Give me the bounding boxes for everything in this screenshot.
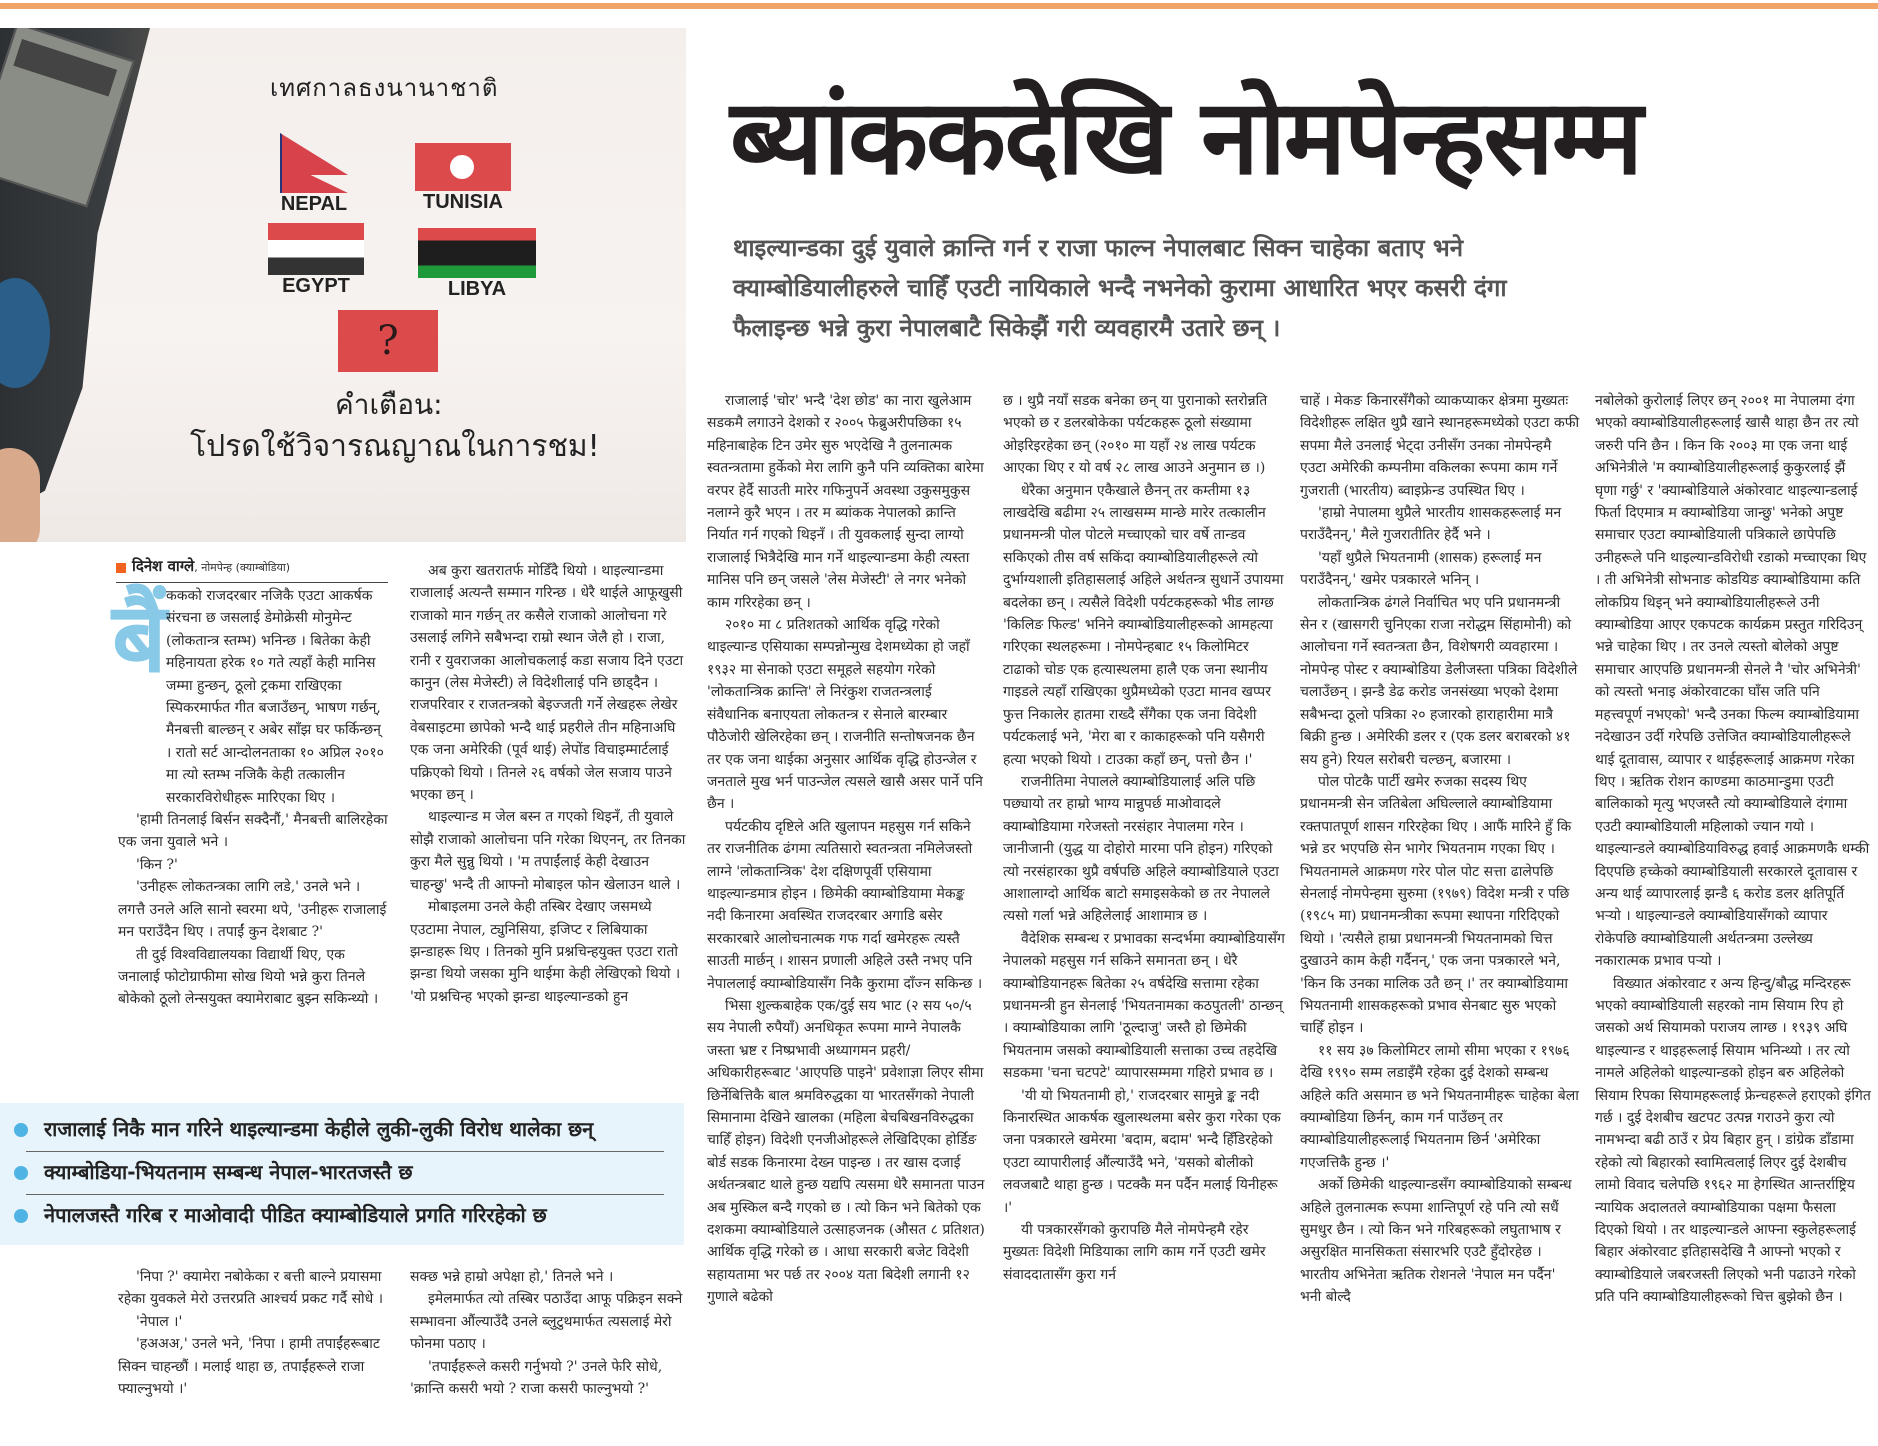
- paragraph: राजनीतिमा नेपालले क्याम्बोडियालाई अलि पछि पछ्यायो तर हाम्रो भाग्य मान्नुपर्छ माओवादले क्याम्बोडियामा गरेजस्तो नरसंहार नेपालमा गरेन । जानीजानी (युद्ध या दोहोरो मारमा पनि होइन) गरिएको त्यो नरसंहारका थुप्रै वर्षपछि अहिले क्याम्बोडियाले एउटा आशालाग्दो आर्थिक बाटो समाइसकेको छ तर नेपालले त्यसो गर्ला भन्ने अहिलेलाई आशामात्र छ ।: [1003, 773, 1279, 925]
- flag-label: NEPAL: [280, 193, 348, 215]
- column-1: [118, 585, 390, 1011]
- flag-unknown: [338, 310, 438, 372]
- paragraph: 'यहाँ थुप्रैले भियतनामी (शासक) हरूलाई मन पराउँदैनन्,' खमेर पत्रकारले भनिन् ।: [1300, 549, 1542, 589]
- question-mark: ?: [338, 310, 438, 372]
- paragraph: सक्छ भन्ने हाम्रो अपेक्षा हो,' तिनले भने ।: [410, 1269, 614, 1285]
- paragraph: २०१० मा ८ प्रतिशतको आर्थिक वृद्धि गरेको थाइल्यान्ड एसियाका सम्पन्नोन्मुख देशमध्येका हो जहाँ १९३२ मा सेनाको एउटा समूहले सहयोग गरेको 'लोकतान्त्रिक क्रान्ति' ले निरंकुश राजतन्त्रलाई संवैधानिक बनाएयता लोकतन्त्र र सेनाले बारम्बार पौठेजोरी खेलिरहेका छन् । राजनीति सन्तोषजनक छैन तर एक जना थाईका अनुसार आर्थिक वृद्धि होउन्जेल र जनताले मुख भर्न पाउन्जेल त्यसले खासै असर पार्ने पनि छैन ।: [707, 617, 983, 813]
- bullet-icon: [14, 1166, 28, 1180]
- paragraph: पर्यटकीय दृष्टिले अति खुलापन महसुस गर्न सकिने तर राजनीतिक ढंगमा त्यतिसारो स्वतन्त्रता नमिलेजस्तो लाग्ने 'लोकतान्त्रिक' देश दक्षिणपूर्वी एसियामा थाइल्यान्डमात्र होइन । छिमेकी क्याम्बोडियामा मेकङ्क नदी किनारमा अवस्थित राजदरबार अगाडि बसेर सरकारबारे आलोचनात्मक गफ गर्दा खमेरहरू त्यस्तै साउती मार्छन् । शासन प्रणाली अहिले उस्तै नभए पनि नेपाललाई क्याम्बोडियासँग निकै कुरामा दाँज्न सकिन्छ ।: [707, 818, 983, 992]
- top-accent-rule: [0, 3, 1878, 9]
- paragraph: ११ सय ३७ किलोमिटर लामो सीमा भएका र १९७६ देखि १९९० सम्म लडाइँमै रहेका दुई देशको सम्बन्ध अहिले कति असमान छ भने भियतनामीहरू चाहेका बेला क्याम्बोडिया छिर्नन्, काम गर्न पाउँछन् तर क्याम्बोडियालीहरूलाई भियतनाम छिर्न 'अमेरिका गएजत्तिकै हुन्छ ।': [1300, 1042, 1579, 1171]
- paragraph: 'हअअअ,' उनले भने, 'निपा । हामी तपाईंहरूबाट सिक्न चाहन्छौं । मलाई थाहा छ, तपाईंहरूले राजा फ्याल्नुभयो ।': [118, 1336, 380, 1398]
- paragraph: 'हामी तिनलाई बिर्सन सक्दैनौं,' मैनबत्ती बालिरहेका एक जना युवाले भने ।: [118, 812, 388, 851]
- column-6: [1595, 390, 1871, 1309]
- highlight-item: [26, 1194, 664, 1237]
- paragraph: नबोलेको कुरोलाई लिएर छन् २००१ मा नेपालमा दंगा भएको क्याम्बोडियालीहरूलाई खासै थाहा छैन तर त्यो जरुरी पनि छैन । किन कि २००३ मा एक जना थाई अभिनेत्रीले 'म क्याम्बोडियालीहरूलाई कुकुरलाई झैं घृणा गर्छु' र 'क्याम्बोडियाले अंकोरवाट थाइल्यान्डलाई फिर्ता दिएमात्र म क्याम्बोडिया जान्छु' भनेको अपुष्ट समाचार एउटा क्याम्बोडियाली पत्रिकाले छापेपछि उनीहरूले पनि थाइल्यान्डविरोधी रडाको मच्चाएका थिए । ती अभिनेत्री सोभनाङ कोडयिङ क्याम्बोडियामा कति लोकप्रिय थिइन् भने क्याम्बोडियालीहरूले उनी क्याम्बोडिया आएर एकपटक कार्यक्रम प्रस्तुत गरिदिउन् भन्ने चाहेका थिए । तर उनले त्यस्तो बोलेको अपुष्ट समाचार आएपछि प्रधानमन्त्री सेनले नै 'चोर अभिनेत्री' को त्यस्तो भनाइ अंकोरवाटका घाँस जति पनि महत्त्वपूर्ण नभएको' भन्दै उनका फिल्म क्याम्बोडियामा नदेखाउन उर्दी गरेपछि उत्तेजित क्याम्बोडियालीहरूले थाई दूतावास, व्यापार र थाईहरूलाई आक्रमण गरेका थिए । ऋतिक रोशन काण्डमा काठमान्डुमा एउटी बालिकाको मृत्यु भएजस्तै त्यो क्याम्बोडियाले दंगामा एउटी क्याम्बोडियाली महिलाको ज्यान गयो । थाइल्यान्डले क्याम्बोडियाविरुद्ध हवाई आक्रमणकै धम्की दिएपछि हच्केको क्याम्बोडियाली सरकारले दूतावास र अन्य थाई व्यापारलाई झन्डै ६ करोड डलर क्षतिपूर्ति भऱ्यो । थाइल्यान्डले क्याम्बोडियासँगको व्यापार रोकेपछि क्याम्बोडियाली अर्थतन्त्रमा उल्लेख्य नकारात्मक प्रभाव पऱ्यो ।: [1595, 393, 1870, 970]
- paragraph: चाहें । मेकङ किनारसँगैको व्याकप्याकर क्षेत्रमा मुख्यतः विदेशीहरू लक्षित थुप्रै खाने स्थानहरूमध्येको एउटा कफी सपमा मैले उनलाई भेट्दा उनीसँग उनका नोमपेन्हमै एउटा अमेरिकी कम्पनीमा वकिलका रूपमा काम गर्ने गुजराती (भारतीय) ब्वाइफ्रेन्ड उपस्थित थिए ।: [1300, 393, 1580, 499]
- paragraph: 'निपा ?' क्यामेरा नबोकेका र बत्ती बाल्ने प्रयासमा रहेका युवकले मेरो उत्तरप्रति आश्चर्य प्रकट गर्दै सोधे ।: [118, 1269, 384, 1308]
- shirt-warning-text: โปรดใช้วิจารณญาณในการชม!: [190, 429, 600, 464]
- byline: [116, 556, 388, 583]
- paragraph: 'नेपाल ।': [136, 1313, 183, 1330]
- paragraph: विख्यात अंकोरवाट र अन्य हिन्दु/बौद्ध मन्दिरहरू भएको क्याम्बोडियाली सहरको नाम सियाम रिप हो जसको अर्थ सियामको पराजय लाग्छ । १९३९ अघि थाइल्यान्ड र थाइहरूलाई सियाम भनिन्थ्यो । तर त्यो नामले अहिलेको थाइल्यान्डको होइन बरु अहिलेको सियाम रिपका सियामहरूलाई फ्रेन्चहरूले हराएको इंगित गर्छ । दुई देशबीच खटपट उत्पन्न गराउने कुरा त्यो नामभन्दा बढी ठाउँ र प्रेय बिहार हुन् । डांग्रेक डाँडामा रहेको त्यो बिहारको स्वामित्वलाई लिएर दुई देशबीच लामो विवाद चलेपछि १९६२ मा हेगस्थित आन्तर्राष्ट्रिय न्यायिक अदालतले क्याम्बोडियाका पक्षमा फैसला दिएको थियो । तर थाइल्यान्डले आफ्ना स्कुलेहरूलाई बिहार अंकोरवाट इतिहासदेखि नै आफ्नो भएको र क्याम्बोडियाले जबरजस्ती लिएको भनी पढाउने गरेको प्रति पनि क्याम्बोडियालीहरूको चित्त बुझेको छैन ।: [1595, 975, 1871, 1306]
- deck-summary: थाइल्यान्डका दुई युवाले क्रान्ति गर्न र राजा फाल्न नेपालबाट सिक्न चाहेका बताए भने क्याम्बोडियालीहरुले चाहिँ एउटी नायिकाले भन्दै नभनेको कुरामा आधारित भएर कसरी दंगा फैलाइन्छ भन्ने कुरा नेपालबाटै सिकेझैं गरी व्यवहारमै उतारे छन् ।: [733, 234, 1507, 342]
- paragraph: 'उनीहरू लोकतन्त्रका लागि लडे,' उनले भने । लगत्तै उनले अलि सानो स्वरमा थपे, 'उनीहरू राजालाई मन पराउँदैन थिए । तपाईं कुन देशबाट ?': [118, 879, 387, 941]
- bullet-icon: [14, 1209, 28, 1223]
- column-4: [1003, 390, 1285, 1286]
- byline-square-icon: [116, 563, 126, 573]
- flag-label: TUNISIA: [423, 191, 503, 213]
- article-photo: [0, 28, 686, 542]
- flag-tunisia: [415, 143, 511, 214]
- author-name: दिनेश वाग्ले: [132, 557, 195, 575]
- paragraph: भिसा शुल्कबाहेक एक/दुई सय भाट (२ सय ५०/५ सय नेपाली रुपैयाँ) अनधिकृत रूपमा माग्ने नेपालकै जस्ता भ्रष्ट र निष्प्रभावी अध्यागमन प्रहरी/अधिकारीहरूबाट 'आएपछि पाइने' प्रवेशाज्ञा लिएर सीमा छिर्नेबित्तिकै बाल श्रमविरुद्धका या भारतसँगको नेपाली सिमानामा देखिने खालका (महिला बेचबिखनविरुद्धका चाहिँ होइन) विदेशी एनजीओहरूले लेखिदिएका होर्डिङ बोर्ड सडक किनारमा देख्न पाइन्छ । तर खास दजाई अर्थतन्त्रबाट थाले हुन्छ यद्यपि त्यसमा धेरै समानता पाउन अब मुस्किल बन्दै गएको छ । त्यो किन भने बितेको एक दशकमा क्याम्बोडियाले उत्साहजनक (औसत ८ प्रतिशत) आर्थिक वृद्धि गरेको छ । आधा सरकारी बजेट विदेशी सहायतामा भर पर्छ तर २००४ यता बिदेशी लगानी १२ गुणाले बढेको: [707, 997, 985, 1306]
- column-3: [707, 390, 985, 1309]
- thumb-image: [0, 448, 40, 542]
- flag-nepal: [280, 133, 348, 216]
- highlight-text: राजालाई निकै मान गरिने थाइल्यान्डमा केहीले लुकी-लुकी विरोध थालेका छन्: [44, 1117, 594, 1141]
- paragraph: 'हाम्रो नेपालमा थुप्रैले भारतीय शासकहरूलाई मन पराउँदैनन्,' मैले गुजरातीतिर हेर्दै भने ।: [1300, 505, 1562, 544]
- flag-egypt: [268, 223, 364, 298]
- highlight-text: नेपालजस्तै गरिब र माओवादी पीडित क्याम्बोडियाले प्रगति गरिरहेको छ: [44, 1203, 547, 1227]
- highlight-item: [0, 1109, 664, 1151]
- paragraph: राजालाई 'चोर' भन्दै 'देश छोड' का नारा खुलेआम सडकमै लगाउने देशको र २००५ फेब्रुअरीपछिका १५ महिनाबाहेक टिन उमेर सुरु भएदेखि नै तुलनात्मक स्वतन्त्रतामा हुर्केको मेरा लागि कुनै पनि व्यक्तिका बारेमा वरपर हेर्दै साउती मारेर गफिनुपर्ने अवस्था उकुसमुकुस नलाग्ने कुरै भएन । तर म ब्यांकक नेपालको क्रान्ति निर्यात गर्न गएको थिइनँ । ती युवकलाई सुन्दा लाग्यो राजालाई भित्रैदेखि मान गर्ने थाइल्यान्डमा केही त्यस्ता मानिस पनि छन् जसले 'लेस मेजेस्टी' ले नगर भनेको काम गरिरहेका छन् ।: [707, 393, 984, 611]
- flag-label: LIBYA: [447, 278, 507, 300]
- paragraph: 'तपाईंहरूले कसरी गर्नुभयो ?' उनले फेरि सोधे, 'क्रान्ति कसरी भयो ? राजा कसरी फाल्नुभयो ?': [410, 1358, 663, 1398]
- highlights-box: [0, 1103, 684, 1245]
- paragraph: थाइल्यान्ड म जेल बस्न त गएको थिइनँ, ती युवाले सोझै राजाको आलोचना पनि गरेका थिएनन्, तर तिनका कुरा मैले सुन्नु थियो । 'म तपाईंलाई केही देखाउन चाहन्छु' भन्दै ती आफ्नो मोबाइल फोन खेलाउन थाले ।: [410, 809, 686, 893]
- paragraph: अर्को छिमेकी थाइल्यान्डसँग क्याम्बोडियाको सम्बन्ध अहिले तुलनात्मक रूपमा शान्तिपूर्ण रहे पनि त्यो सधैं सुमधुर छैन । त्यो किन भने गरिबहरूको लघुताभाष र असुरक्षित मानसिकता संसारभरि एउटै हुँदोरहेछ । भारतीय अभिनेता ऋतिक रोशनले 'नेपाल मन पर्दैन' भनी बोल्दै: [1300, 1177, 1572, 1306]
- paragraph: पोल पोटकै पार्टी खमेर रुजका सदस्य थिए प्रधानमन्त्री सेन जतिबेला अघिल्लाले क्याम्बोडियामा रक्तपातपूर्ण शासन गरिरहेका थिए । आफैं मारिने हुँ कि भन्ने डर भएपछि सेन भागेर भियतनाम गएका थिए । भियतनामले आक्रमण गरेर पोल पोट सत्ता ढालेपछि सेनलाई नोमपेन्हमा सुरुमा (१९७९) विदेश मन्त्री र पछि (१९८५ मा) प्रधानमन्त्रीका रूपमा स्थापना गरिदिएको थियो । 'त्यसैले हाम्रा प्रधानमन्त्री भियतनामको चित्त दुखाउने काम केही गर्दैनन्,' एक जना पत्रकारले भने, 'किन कि उनका मालिक उतै छन् ।' तर क्याम्बोडियामा भियतनामी शासकहरूको प्रभाव सेनबाट सुरु भएको चाहिँ होइन ।: [1300, 773, 1572, 1037]
- highlight-text: क्याम्बोडिया-भियतनाम सम्बन्ध नेपाल-भारतजस्तै छ: [44, 1160, 413, 1184]
- shirt-title: เทศกาลธงนานาชาติ: [270, 74, 499, 102]
- paragraph: छ । थुप्रै नयाँ सडक बनेका छन् या पुरानाको स्तरोन्नति भएको छ र डलरबोकेका पर्यटकहरू ठूलो संख्यामा ओइरिइरहेका छन् (२०१० मा यहाँ २४ लाख पर्यटक आएका थिए र यो वर्ष २८ लाख आउने अनुमान छ ।): [1003, 393, 1268, 477]
- flag-label: EGYPT: [282, 275, 350, 297]
- paragraph: वैदेशिक सम्बन्ध र प्रभावका सन्दर्भमा क्याम्बोडियासँग नेपालको महसुस गर्न सकिने समानता छन् । धेरै क्याम्बोडियानहरू बितेका २५ वर्षदेखि सत्तामा रहेका प्रधानमन्त्री हुन सेनलाई 'भियतनामका कठपुतली' ठान्छन् । क्याम्बोडियाका लागि 'ठूल्दाजु' जस्तै हो छिमेकी भियतनाम जसको क्याम्बोडियाली सत्ताका उच्च तहदेखि सडकमा 'चना चटपटे' व्यापारसम्ममा गहिरो प्रभाव छ ।: [1003, 930, 1285, 1082]
- paragraph: लोकतान्त्रिक ढंगले निर्वाचित भए पनि प्रधानमन्त्री सेन र (खासगरी चुनिएका राजा नरोद्धम सिंहामोनी) को आलोचना गर्ने स्वतन्त्रता छैन, विशेषगरी व्यवहारमा । नोमपेन्ह पोस्ट र क्याम्बोडिया डेलीजस्ता पत्रिका विदेशीले चलाउँछन् । झन्डै डेढ करोड जनसंख्या भएको देशमा सबैभन्दा ठूलो पत्रिका २० हजारको हाराहारीमा मात्रै बिक्री हुन्छ । अमेरिकी डलर र (एक डलर बराबरको ४१ सय हुने) रियल सरोबरी चल्छन्, बजारमा ।: [1300, 594, 1578, 768]
- paragraph: धेरैका अनुमान एकैखाले छैनन् तर कम्तीमा १३ लाखदेखि बढीमा २५ लाखसम्म मान्छे मारेर तत्कालीन प्रधानमन्त्री पोल पोटले मच्चाएको चार वर्षे तान्डव सकिएको तीस वर्ष सकिंदा क्याम्बोडियालीहरूले त्यो दुर्भाग्यशाली इतिहासलाई अहिले अर्थतन्त्र सुधार्ने उपायमा बदलेका छन् । त्यसैले विदेशी पर्यटकहरूको भीड लाग्छ 'किलिङ फिल्ड' भनिने क्याम्बोडियालीहरूको आमहत्या गरिएका स्थलहरूमा । नोमपेन्हबाट १५ किलोमिटर टाढाको चोङ एक हत्यास्थलमा हालै एक जना स्थानीय गाइडले त्यहाँ राखिएका थुप्रैमध्येको एउटा मानव खप्पर फुत्त निकालेर हातमा राख्दै सँगैका एक जना विदेशी पर्यटकलाई भने, 'मेरा बा र काकाहरूको पनि यसैगरी हत्या भएको थियो । टाउका कहाँ छन्, पत्तो छैन ।': [1003, 482, 1284, 768]
- paragraph: अब कुरा खतरातर्फ मोडिँदै थियो । थाइल्यान्डमा राजालाई अत्यन्तै सम्मान गरिन्छ । धेरै थाईले आफूखुसी राजाको मान गर्छन् तर कसैले राजाको आलोचना गरे उसलाई लगिने सबैभन्दा राम्रो स्थान जेलै हो । राजा, रानी र युवराजका आलोचकलाई कडा सजाय दिने एउटा कानुन (लेस मेजेस्टी) ले विदेशीलाई पनि छाड्दैन । राजपरिवार र राजतन्त्रको बेइज्जती गर्ने लेखहरू लेखेर वेबसाइटमा छापेको भन्दै थाई प्रहरीले तीन महिनाअघि एक जना अमेरिकी (पूर्व थाई) लेपोंड विचाइम्मार्टलाई पक्रिएको थियो । तिनले २६ वर्षको जेल सजाय पाउने भएका छन् ।: [410, 563, 684, 804]
- paragraph: 'यी यो भियतनामी हो,' राजदरबार सामुन्ने ङ्क नदी किनारस्थित आकर्षक खुलास्थलमा बसेर कुरा गरेका एक जना पत्रकारले खमेरमा 'बदाम, बदाम' भन्दै हिँडिरहेको एउटा व्यापारीलाई औंल्याउँदै भने, 'यसको बोलीको लवजबाटै थाहा हुन्छ । पटक्कै मन पर्दैन मलाई यिनीहरू ।': [1003, 1087, 1281, 1216]
- headline: ब्यांककदेखि नोमपेन्हसम्म: [730, 76, 1642, 198]
- dateline: , नोमपेन्ह (क्याम्बोडिया): [194, 561, 290, 574]
- paragraph: मोबाइलमा उनले केही तस्बिर देखाए जसमध्ये एउटामा नेपाल, ट्युनिसिया, इजिप्ट र लिबियाका झन्डाहरू थिए । तिनको मुनि प्रश्नचिन्हयुक्त एउटा रातो झन्डा थियो जसका मुनि थाईमा केही लेखिएको थियो । 'यो प्रश्नचिन्ह भएको झन्डा थाइल्यान्डको हुन: [410, 899, 681, 1005]
- column-1-continued: [118, 1266, 390, 1400]
- paragraph: इमेलमार्फत त्यो तस्बिर पठाउँदा आफू पक्रिइन सक्ने सम्भावना औंल्याउँदै उनले ब्लुटुथमार्फत त्यसलाई मेरो फोनमा पठाए ।: [410, 1291, 683, 1353]
- paragraph: 'किन ?': [136, 856, 178, 873]
- shirt-warning-label: คำเตือน:: [335, 388, 443, 421]
- paragraph: ती दुई विश्वविद्यालयका विद्यार्थी थिए, एक जनालाई फोटोग्राफीमा सोख थियो भन्ने कुरा तिनले बोकेको ठूलो लेन्सयुक्त क्यामेराबाट बुझ्न सकिन्थ्यो ।: [118, 946, 379, 1008]
- bullet-icon: [14, 1123, 28, 1137]
- paragraph: यी पत्रकारसँगको कुरापछि मैले नोमपेन्हमै रहेर मुख्यतः विदेशी मिडियाका लागि काम गर्ने एउटी खमेर संवाददातासँग कुरा गर्न: [1003, 1222, 1266, 1283]
- flag-libya: [418, 228, 536, 301]
- highlight-item: [26, 1151, 664, 1194]
- paragraph: ककको राजदरबार नजिकै एउटा आकर्षक संरचना छ जसलाई डेमोक्रेसी मोनुमेन्ट (लोकतान्त्र स्तम्भ) भनिन्छ । बितेका केही महिनायता हरेक १० गते त्यहाँ केही मानिस जम्मा हुन्छन्, ठूलो ट्रकमा राखिएका स्पिकरमार्फत गीत बजाउँछन्, भाषण गर्छन्, मैनबत्ती बाल्छन् र अबेर साँझ घर फर्किन्छन् । रातो सर्ट आन्दोलनताका १० अप्रिल २०१० मा त्यो स्तम्भ नजिकै केही तत्कालीन सरकारविरोधीहरू मारिएका थिए ।: [166, 588, 384, 806]
- calculator-image: [0, 28, 135, 207]
- column-2-continued: [410, 1266, 686, 1400]
- drop-cap: बैं: [112, 582, 167, 694]
- column-5: [1300, 390, 1580, 1309]
- column-2: [410, 560, 686, 1008]
